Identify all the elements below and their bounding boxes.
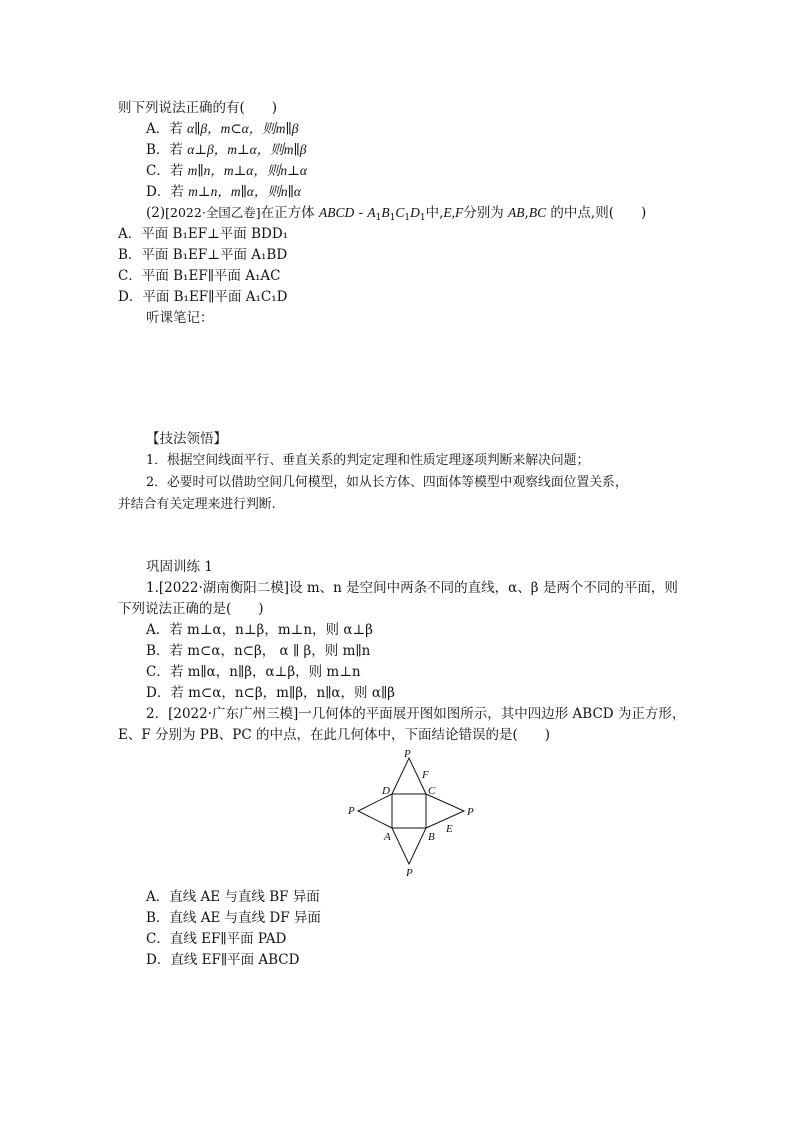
p1-option-d: D．若 m⊂α，n⊂β，m∥β，n∥α，则 α∥β — [146, 685, 395, 701]
pyramid-net-figure — [340, 748, 480, 878]
method-line-1: 1．根据空间线面平行、垂直关系的判定定理和性质定理逐项判断来解决问题； — [146, 453, 590, 468]
p2-option-a: A．直线 AE 与直线 BF 异面 — [146, 889, 320, 905]
p1-stem-line-2: 下列说法正确的是( ) — [118, 601, 264, 617]
p2-stem-line-1: 2．[2022·广东广州三模]一几何体的平面展开图如图所示，其中四边形 ABCD 为正方形， — [146, 706, 686, 722]
method-line-3: 并结合有关定理来进行判断. — [118, 497, 276, 512]
q2-stem: (2)[2022·全国乙卷]在正方体 ABCD - $A_1B_1C_1D_1$中,E,F分别为 AB,BC 的中点,则( ) — [146, 205, 647, 223]
q1-option-a: A．若 α∥β，m⊂α，则m∥β — [146, 121, 299, 137]
q2-option-b: B．平面 B₁EF⊥平面 A₁BD — [118, 247, 288, 263]
triangle-right — [426, 794, 464, 828]
notes-label: 听课笔记： — [146, 310, 214, 326]
p2-option-c: C．直线 EF∥平面 PAD — [146, 931, 287, 947]
label-p-right: P — [467, 806, 474, 818]
label-f: F — [422, 769, 429, 781]
method-title: 【技法领悟】 — [146, 431, 227, 447]
label-p-left: P — [348, 805, 355, 817]
practice-title: 巩固训练 1 — [146, 559, 213, 575]
square-abcd — [392, 794, 426, 828]
label-d: D — [382, 785, 390, 797]
label-c: C — [428, 785, 436, 797]
q1-option-d: D．若 m⊥n，m∥α，则n∥α — [146, 184, 301, 200]
triangle-left — [358, 794, 392, 828]
label-p-top: P — [404, 748, 411, 760]
p2-option-b: B．直线 AE 与直线 DF 异面 — [146, 910, 321, 926]
label-a: A — [384, 831, 391, 843]
label-b: B — [428, 831, 435, 843]
q1-stem: 则下列说法正确的有( ) — [118, 100, 278, 116]
p1-stem-line-1: 1.[2022·湖南衡阳二模]设 m、n 是空间中两条不同的直线，α、β 是两个不同的平面，则 — [146, 580, 678, 596]
q2-option-d: D．平面 B₁EF∥平面 A₁C₁D — [118, 289, 288, 305]
p1-option-a: A．若 m⊥α，n⊥β，m⊥n，则 α⊥β — [146, 622, 373, 638]
triangle-bottom — [392, 828, 426, 864]
p1-option-c: C．若 m∥α，n∥β，α⊥β，则 m⊥n — [146, 664, 361, 680]
p1-option-b: B．若 m⊂α，n⊂β， α ∥ β，则 m∥n — [146, 643, 371, 659]
q2-option-c: C．平面 B₁EF∥平面 A₁AC — [118, 268, 281, 284]
q1-option-b: B．若 α⊥β，m⊥α，则m∥β — [146, 142, 307, 158]
label-p-bottom: P — [406, 867, 413, 878]
q2-option-a: A．平面 B₁EF⊥平面 BDD₁ — [118, 226, 289, 242]
p2-option-d: D．直线 EF∥平面 ABCD — [146, 952, 300, 968]
method-line-2: 2．必要时可以借助空间几何模型，如从长方体、四面体等模型中观察线面位置关系， — [146, 475, 628, 490]
label-e: E — [446, 823, 453, 835]
q1-option-c: C．若 m∥n，m⊥α，则n⊥α — [146, 163, 307, 179]
triangle-top — [392, 758, 426, 794]
p2-stem-line-2: E、F 分别为 PB、PC 的中点，在此几何体中，下面结论错误的是( ) — [118, 727, 551, 743]
